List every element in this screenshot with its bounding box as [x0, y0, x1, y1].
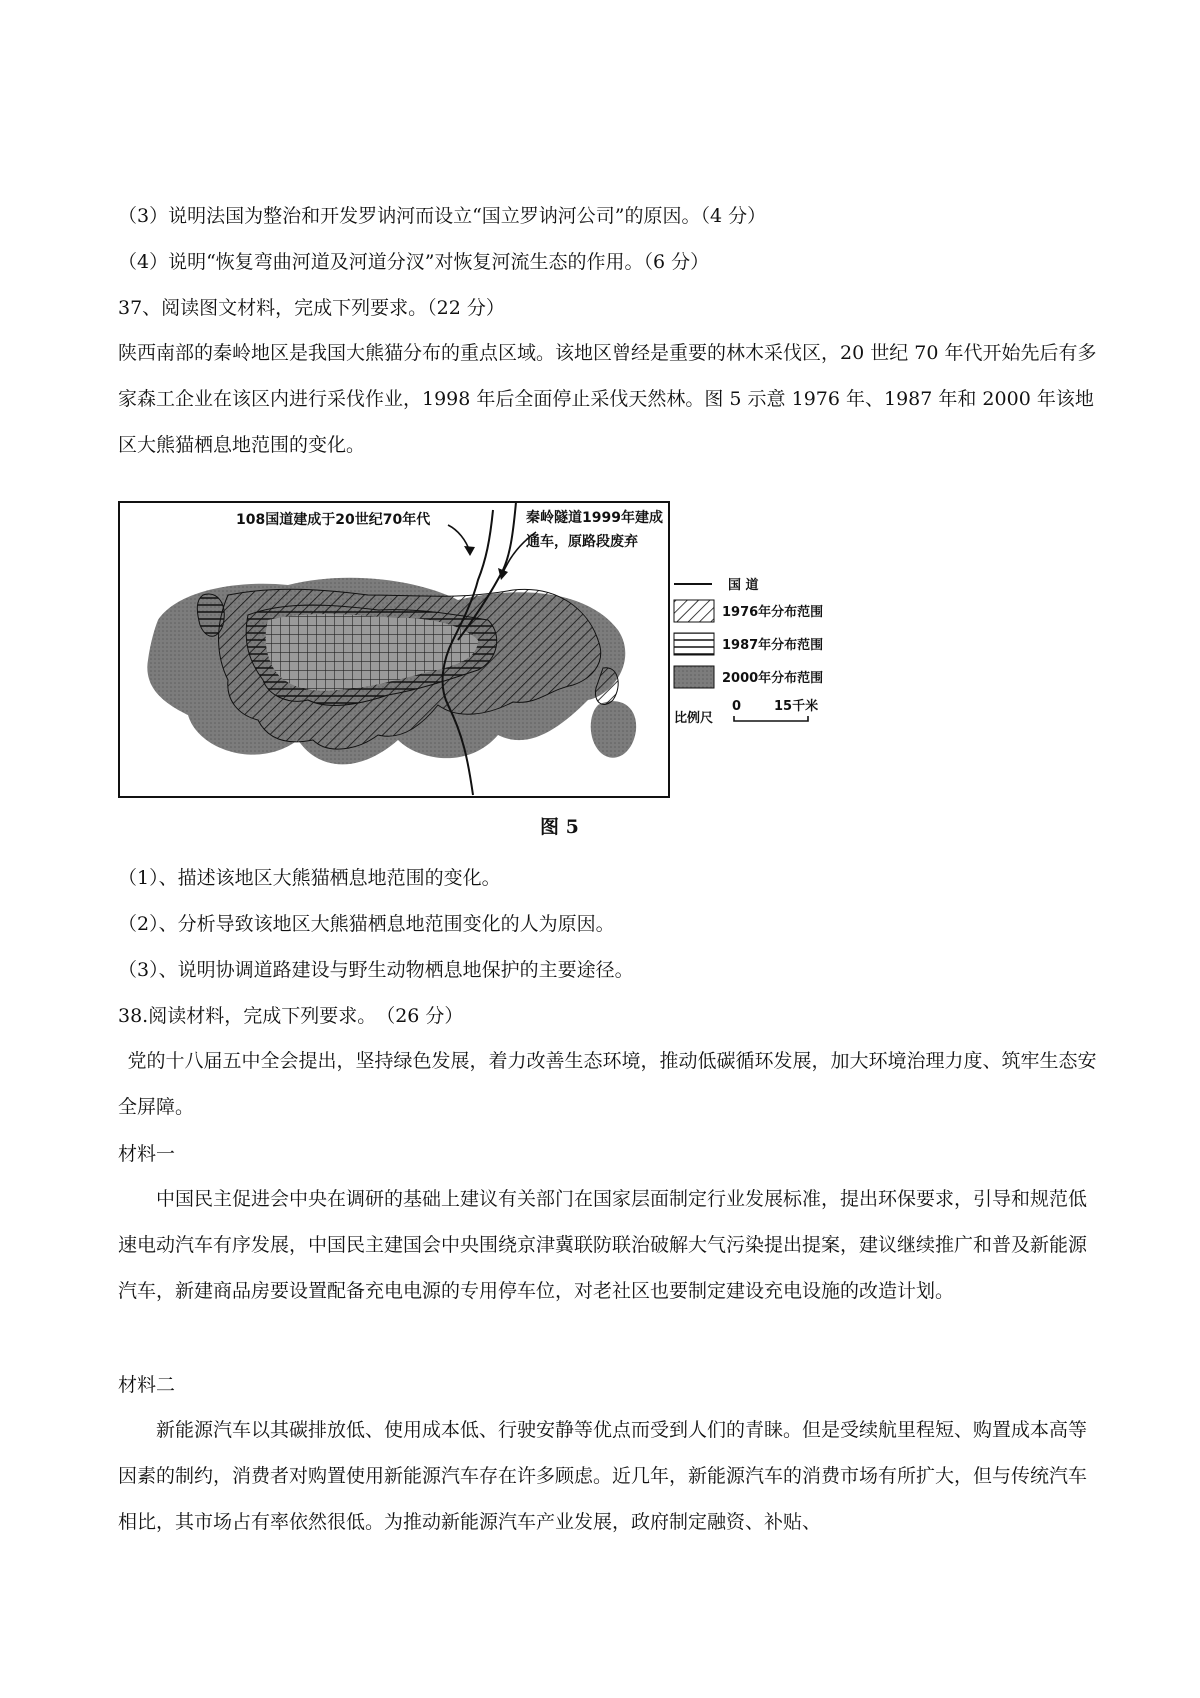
- figure-caption: 图 5: [540, 816, 579, 838]
- legend-1976-swatch: [674, 600, 714, 622]
- q37-intro: 陕西南部的秦岭地区是我国大熊猫分布的重点区域。该地区曾经是重要的林木采伐区，20 世纪 70 年代开始先后有多家森工企业在该区内进行采伐作业，1998 年后全面停止采伐天然林。图 5 示意 1976 年、1987 年和 2000 年该地区大熊猫栖息地范围的变化。: [118, 342, 1097, 456]
- q37-heading: 37、阅读图文材料，完成下列要求。（22 分）: [118, 297, 505, 319]
- legend-road-label: 国 道: [728, 578, 759, 593]
- q37-sub3: （3）、说明协调道路建设与野生动物栖息地保护的主要途径。: [118, 959, 634, 981]
- legend-1987-swatch: [674, 633, 714, 655]
- q36-sub4: （4）说明“恢复弯曲河道及河道分汊”对恢复河流生态的作用。（6 分）: [118, 251, 710, 273]
- legend-2000-label: 2000年分布范围: [722, 671, 824, 686]
- legend-1987-label: 1987年分布范围: [722, 638, 824, 653]
- label-road108: 108国道建成于20世纪70年代: [236, 512, 431, 528]
- legend-2000-swatch: [674, 666, 714, 688]
- q38-heading: 38.阅读材料，完成下列要求。 （26 分）: [118, 1005, 464, 1027]
- material1-text: 中国民主促进会中央在调研的基础上建议有关部门在国家层面制定行业发展标准，提出环保要求，引导和规范低速电动汽车有序发展，中国民主建国会中央围绕京津冀联防联治破解大气污染提出提案，建议继续推广和普及新能源汽车，新建商品房要设置配备充电电源的专用停车位，对老社区也要制定建设充电设施的改造计划。: [118, 1188, 1088, 1302]
- scale-zero: 0: [732, 699, 742, 714]
- q37-sub1: （1）、描述该地区大熊猫栖息地范围的变化。: [118, 867, 501, 889]
- q36-sub3: （3）说明法国为整治和开发罗讷河而设立“国立罗讷河公司”的原因。（4 分）: [118, 205, 767, 227]
- habitat-map-figure: [118, 490, 918, 820]
- material2-title: 材料二: [118, 1374, 176, 1396]
- label-tunnel-line2: 通车，原路段废弃: [526, 534, 638, 550]
- scale-label: 比例尺: [674, 711, 714, 726]
- q37-sub2: （2）、分析导致该地区大熊猫栖息地范围变化的人为原因。: [118, 913, 615, 935]
- scale-value: 15千米: [774, 699, 819, 714]
- label-tunnel-line1: 秦岭隧道1999年建成: [526, 510, 663, 526]
- scale-bar: [734, 716, 808, 721]
- map-legend: [674, 577, 823, 726]
- material1-title: 材料一: [118, 1143, 176, 1165]
- legend-1976-label: 1976年分布范围: [722, 605, 824, 620]
- q38-intro: 党的十八届五中全会提出，坚持绿色发展，着力改善生态环境，推动低碳循环发展，加大环境治理力度、筑牢生态安全屏障。: [118, 1050, 1097, 1118]
- material2-text: 新能源汽车以其碳排放低、使用成本低、行驶安静等优点而受到人们的青睐。但是受续航里程短、购置成本高等因素的制约，消费者对购置使用新能源汽车存在许多顾虑。近几年，新能源汽车的消费市场有所扩大，但与传统汽车相比，其市场占有率依然很低。为推动新能源汽车产业发展，政府制定融资、补贴、: [118, 1419, 1088, 1533]
